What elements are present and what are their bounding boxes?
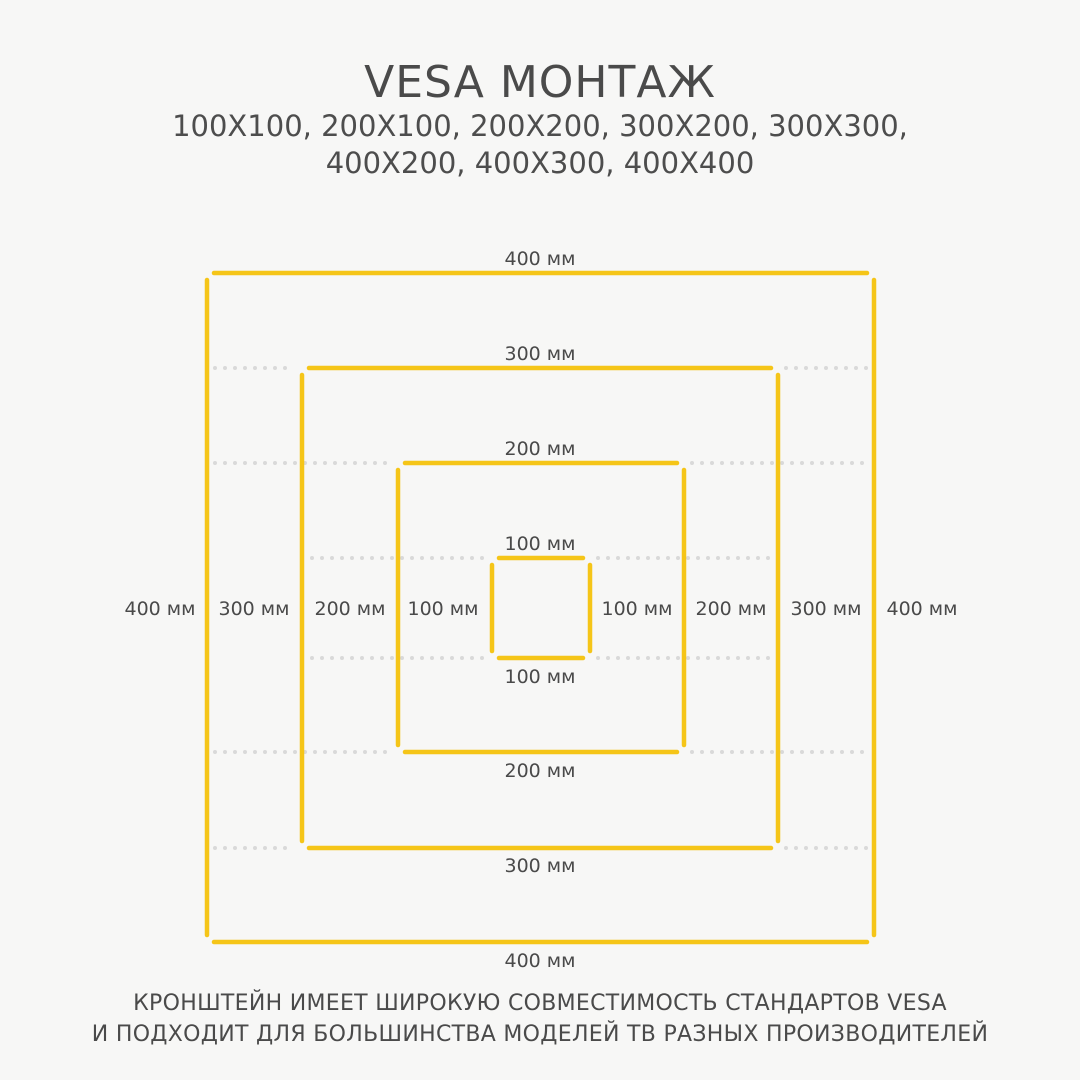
label-200-right: 200 мм <box>695 598 767 620</box>
label-100-top: 100 мм <box>504 533 576 555</box>
label-400-top: 400 мм <box>504 248 576 270</box>
footer-line-1: КРОНШТЕЙН ИМЕЕТ ШИРОКУЮ СОВМЕСТИМОСТЬ СТАНДАРТОВ VESA <box>133 991 947 1016</box>
label-400-right: 400 мм <box>886 598 958 620</box>
label-100-right: 100 мм <box>601 598 673 620</box>
frames <box>207 273 874 942</box>
label-200-left: 200 мм <box>314 598 386 620</box>
label-300-left: 300 мм <box>218 598 290 620</box>
vesa-sizes-line-2: 400X200, 400X300, 400X400 <box>325 146 755 180</box>
vesa-sizes-line-1: 100X100, 200X100, 200X200, 300X200, 300X300, <box>172 109 908 143</box>
label-100-bottom: 100 мм <box>504 666 576 688</box>
label-300-bottom: 300 мм <box>504 855 576 877</box>
labels <box>125 248 958 972</box>
label-400-left: 400 мм <box>124 598 196 620</box>
label-200-bottom: 200 мм <box>504 760 576 782</box>
label-200-top: 200 мм <box>504 438 576 460</box>
page-title: VESA МОНТАЖ <box>364 57 716 108</box>
label-400-bottom: 400 мм <box>504 950 576 972</box>
label-300-right: 300 мм <box>790 598 862 620</box>
label-100-left: 100 мм <box>407 598 479 620</box>
footer-line-2: И ПОДХОДИТ ДЛЯ БОЛЬШИНСТВА МОДЕЛЕЙ ТВ РАЗНЫХ ПРОИЗВОДИТЕЛЕЙ <box>91 1022 989 1047</box>
footer-caption <box>0 988 1080 1050</box>
label-300-top: 300 мм <box>504 343 576 365</box>
